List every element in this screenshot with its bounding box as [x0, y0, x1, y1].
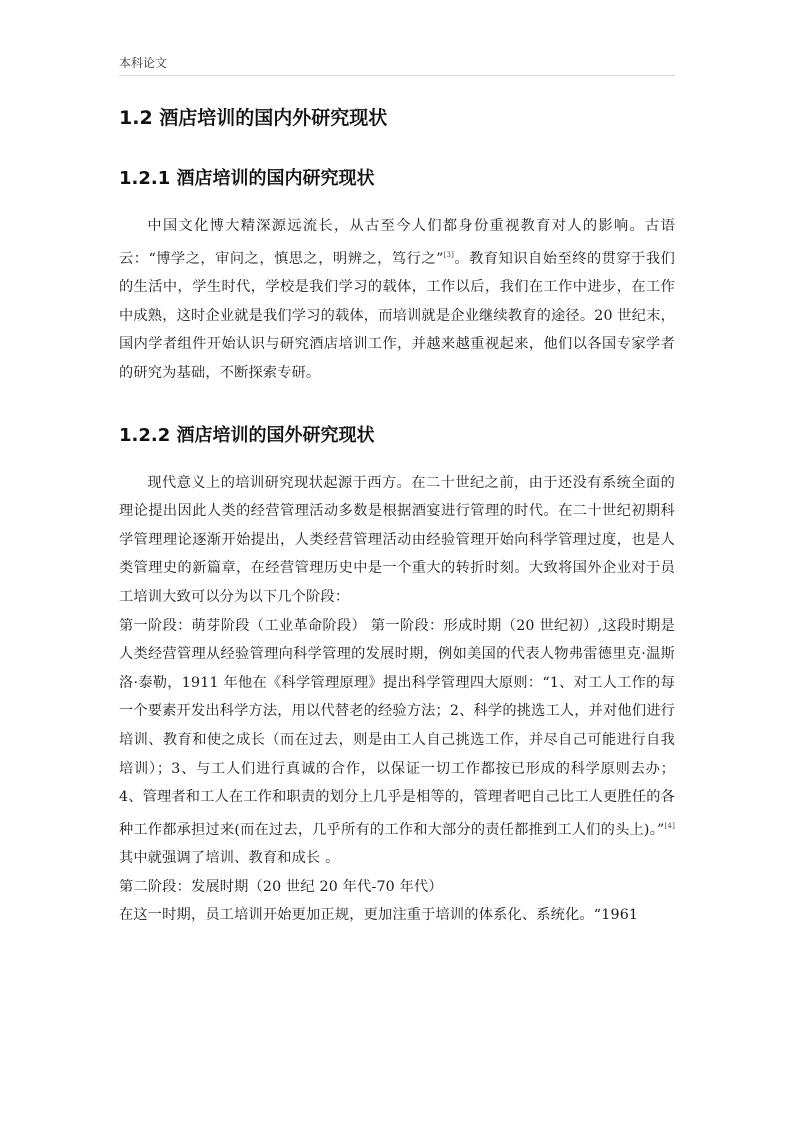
header-divider [119, 75, 675, 76]
paragraph-text: 。教育知识自始至终的贯穿于我们的生活中，学生时代，学校是我们学习的载体，工作以后，我们在工作中进步，在工作中成熟，这时企业就是我们学习的载体，而培训就是企业继续教育的途径。20 世纪末，国内学者组件开始认识与研究酒店培训工作，并越来越重视起来，他们以各国专家学者的研究为基础，不断探索专研。 [119, 250, 675, 381]
section-heading-1-2-1: 1.2.1 酒店培训的国内研究现状 [119, 168, 375, 189]
paragraph-text: 其中就强调了培训、教育和成长 。 [119, 850, 340, 867]
paragraph-stage-two-body: 在这一时期，员工培训开始更加正规，更加注重于培训的体系化、系统化。“1961 [119, 907, 639, 924]
page-header: 本科论文 [119, 56, 168, 70]
citation-ref: [4] [664, 821, 675, 830]
section-heading-1-2-2: 1.2.2 酒店培训的国外研究现状 [119, 424, 375, 446]
paragraph-text: 中国文化博大精深源远流长，从古至今人们都身份重视教育对人的影响。古语云：“博学之，审问之，慎思之，明辨之，笃行之” [119, 218, 675, 267]
paragraph-stage-two-title: 第二阶段：发展时期（20 世纪 20 年代-70 年代） [119, 878, 443, 895]
citation-ref: [3] [443, 250, 455, 259]
document-body [119, 98, 675, 930]
paragraph-text: 第一阶段：萌芽阶段（工业革命阶段） 第一阶段：形成时期（20 世纪初）,这段时期是人类经营管理从经验管理向科学管理的发展时期，例如美国的代表人物弗雷德里克·温斯洛·泰勒，1911 年他在《科学管理原理》提出科学管理四大原则：“1、对工人工作的每一个要素开发出科学方法，用以代替老的经验方法；2、科学的挑选工人，并对他们进行培训、教育和使之成长（而在过去，则是由工人自己挑选工作，并尽自己可能进行自我培训）；3、与工人们进行真诚的合作，以保证一切工作都按已形成的科学原则去办；4、管理者和工人在工作和职责的划分上几乎是相等的，管理者吧自己比工人更胜任的各种工作都承担过来(而在过去，几乎所有的工作和大部分的责任都推到工人们的头上)。” [119, 617, 675, 838]
paragraph-domestic-research [119, 212, 675, 388]
section-heading-1-2: 1.2 酒店培训的国内外研究现状 [119, 107, 388, 129]
paragraph-foreign-research: 现代意义上的培训研究现状起源于西方。在二十世纪之前，由于还没有系统全面的理论提出因此人类的经营管理活动多数是根据酒宴进行管理的时代。在二十世纪初期科学管理理论逐渐开始提出，人类经营管理活动由经验管理开始向科学管理过度，也是人类管理史的新篇章，在经营管理历史中是一个重大的转折时刻。大致将国外企业对于员工培训大致可以分为以下几个阶段： [119, 474, 675, 605]
paragraph-stage-one [119, 612, 675, 873]
